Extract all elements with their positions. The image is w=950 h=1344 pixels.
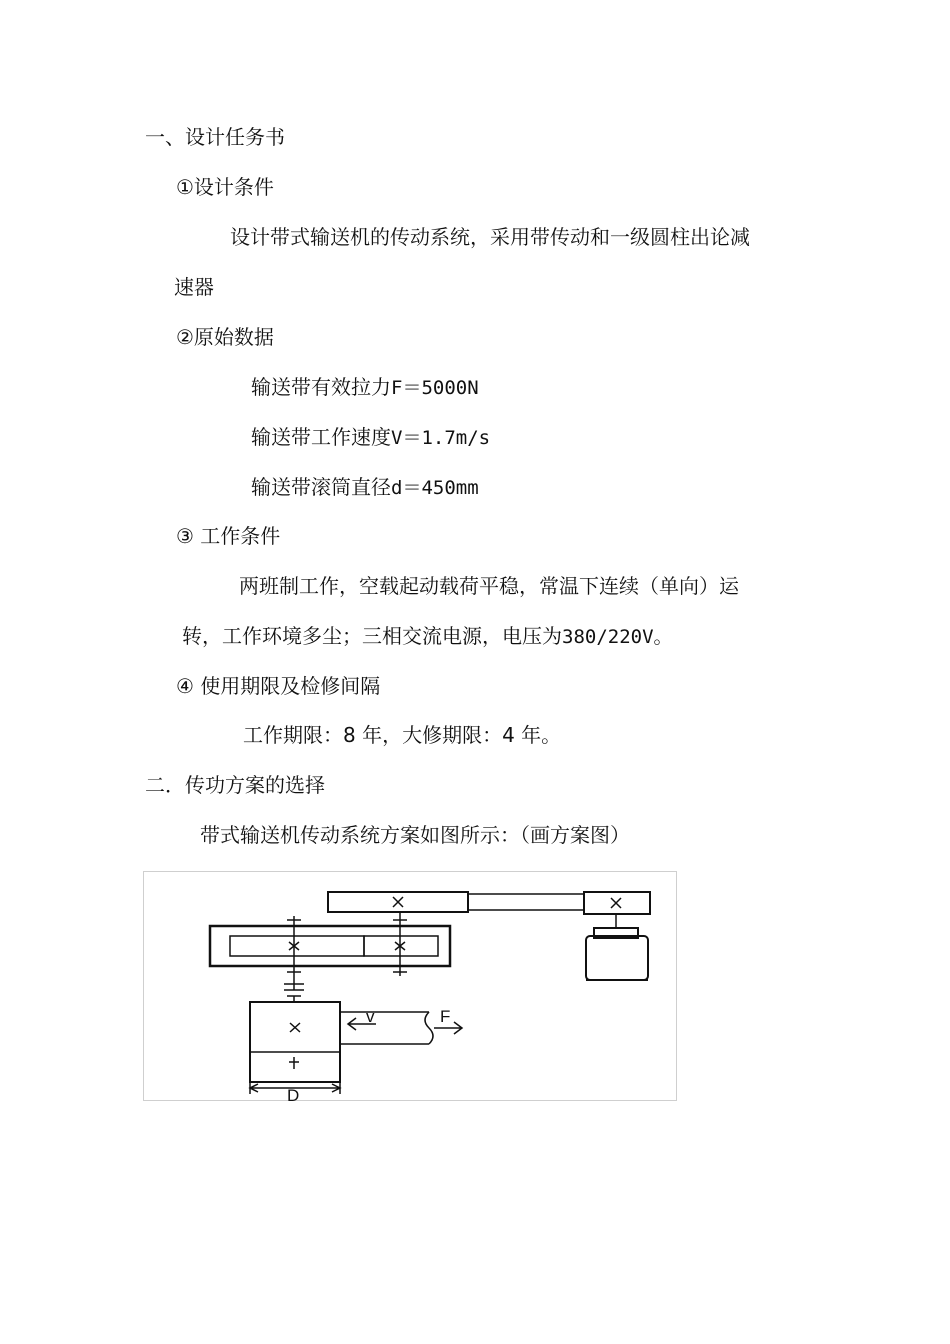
data-speed-label: 输送带工作速度 (251, 425, 391, 449)
paragraph-scheme-intro: 带式输送机传动系统方案如图所示：（画方案图） (200, 823, 630, 847)
section-heading-scheme: 二．传功方案的选择 (145, 773, 325, 797)
scheme-diagram-svg (144, 872, 678, 1102)
motor-pulley-cross-mark (611, 898, 621, 908)
work-conditions-text: 转，工作环境多尘；三相交流电源，电压为 (182, 624, 562, 648)
motor-body (586, 936, 648, 980)
data-force-value: F＝5000N (391, 377, 479, 399)
gear-large (230, 936, 364, 956)
subheading-original-data: ②原始数据 (176, 325, 274, 349)
subheading-service-life: ④ 使用期限及检修间隔 (176, 674, 381, 698)
section-heading-task: 一、设计任务书 (145, 125, 285, 149)
belt-break-mark (425, 1012, 433, 1044)
data-row-diameter (251, 474, 479, 501)
subheading-design-conditions: ①设计条件 (176, 175, 274, 199)
data-row-force (251, 374, 479, 401)
paragraph-work-conditions-line2 (182, 623, 673, 650)
speed-label: v (366, 1007, 375, 1026)
paragraph-design-conditions-line2: 速器 (174, 275, 214, 299)
data-force-label: 输送带有效拉力 (251, 375, 391, 399)
pulley-cross-mark (393, 897, 403, 907)
diameter-label: D (287, 1086, 300, 1102)
data-row-speed (251, 424, 490, 451)
paragraph-work-conditions-line1: 两班制工作，空载起动载荷平稳，常温下连续（单向）运 (239, 574, 739, 598)
voltage-value: 380/220V。 (562, 626, 673, 648)
force-label: F (440, 1007, 451, 1026)
subheading-work-conditions: ③ 工作条件 (176, 524, 281, 548)
data-speed-value: V＝1.7m/s (391, 427, 491, 449)
paragraph-service-life: 工作期限：8 年，大修期限：4 年。 (243, 723, 562, 747)
gearbox-housing (210, 926, 450, 966)
paragraph-design-conditions-line1: 设计带式输送机的传动系统，采用带传动和一级圆柱出论减 (230, 225, 750, 249)
transmission-scheme-figure (143, 871, 677, 1101)
data-diameter-value: d＝450mm (391, 477, 479, 499)
data-diameter-label: 输送带滚筒直径 (251, 475, 391, 499)
conveyor-drum (250, 1002, 340, 1082)
